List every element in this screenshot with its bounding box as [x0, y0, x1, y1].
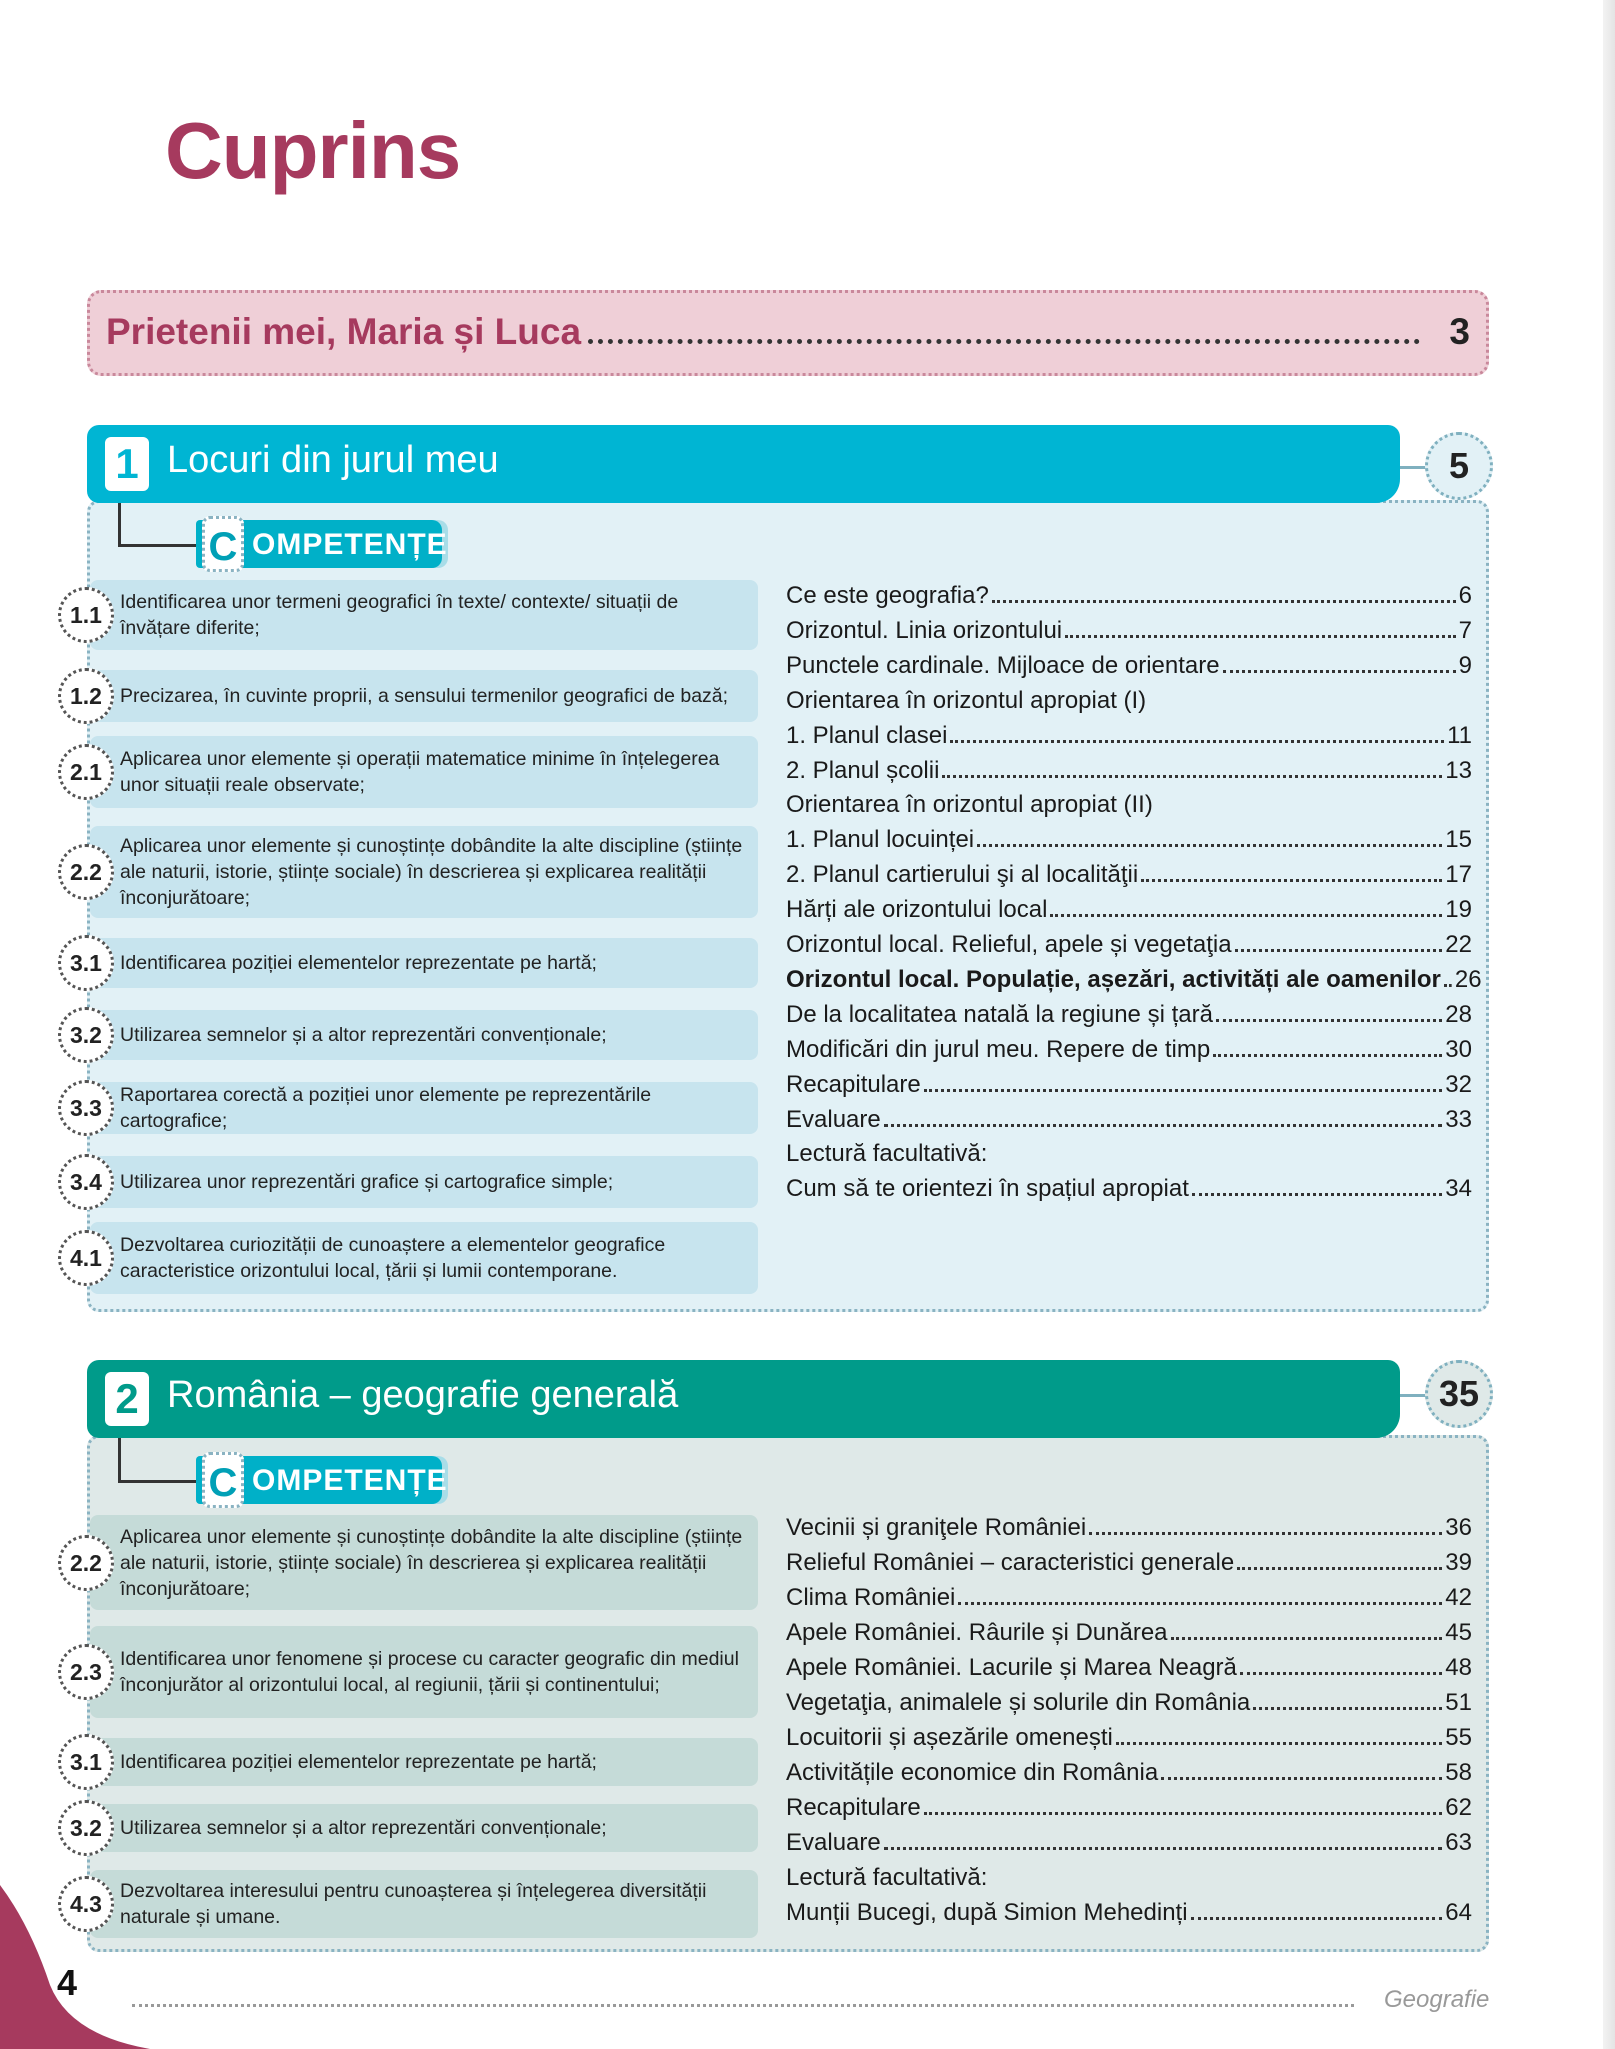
dot-leader	[958, 1602, 1442, 1605]
toc-entry[interactable]	[786, 890, 1472, 924]
dot-leader	[884, 1847, 1443, 1850]
toc-entry-page: 32	[1445, 1070, 1472, 1098]
toc-entry-title: Ce este geografia?	[786, 582, 989, 609]
toc-entry-page: 39	[1445, 1549, 1472, 1576]
dot-leader	[977, 844, 1442, 847]
competence-code-badge: 3.1	[58, 935, 114, 991]
toc-entry-title: 1. Planul locuinței	[786, 826, 975, 854]
toc-entry[interactable]	[786, 1578, 1472, 1612]
corner-decoration	[0, 1885, 160, 2049]
competence-code-badge: 1.1	[58, 587, 114, 643]
competence-text: Utilizarea semnelor și a altor reprezentări convenționale;	[120, 1817, 607, 1839]
dot-leader	[924, 1089, 1443, 1092]
competence-row	[90, 670, 758, 722]
toc-entry-title: Lectură facultativă:	[786, 1140, 988, 1168]
competence-row	[90, 938, 758, 988]
dot-leader	[992, 600, 1456, 603]
toc-entry-page: 55	[1445, 1724, 1472, 1751]
toc-entry-title: Hărți ale orizontului local	[786, 896, 1048, 924]
competence-code-badge: 3.2	[58, 1007, 114, 1063]
competence-code-badge: 2.3	[58, 1644, 114, 1700]
toc-entry-title: Vecinii și graniţele României	[786, 1514, 1087, 1541]
dot-leader	[1171, 1637, 1443, 1640]
competence-text: Dezvoltarea interesului pentru cunoașterea și înțelegerea diversității naturale și umane.	[120, 1880, 707, 1928]
dot-leader	[950, 740, 1444, 743]
competences-bracket	[118, 1438, 201, 1483]
toc-entry-title: Cum să te orientezi în spațiul apropiat	[786, 1175, 1189, 1203]
toc-entry-page: 17	[1445, 861, 1472, 889]
dot-leader	[1192, 1193, 1442, 1196]
toc-entry-title: Apele României. Râurile și Dunărea	[786, 1619, 1168, 1646]
dot-leader	[1065, 635, 1456, 638]
toc-entry[interactable]	[786, 1753, 1472, 1787]
toc-entry-page: 28	[1445, 1000, 1472, 1028]
dot-leader	[1235, 949, 1443, 952]
toc-entry-title: Lectură facultativă:	[786, 1864, 988, 1891]
toc-entry-title: Modificări din jurul meu. Repere de timp	[786, 1035, 1211, 1063]
toc-entry[interactable]	[786, 1543, 1472, 1577]
footer-divider	[132, 2004, 1354, 2007]
dot-leader	[1216, 1019, 1442, 1022]
competences-initial: C	[202, 516, 244, 572]
competence-code-badge: 2.2	[58, 1535, 114, 1591]
competence-code-badge: 2.1	[58, 744, 114, 800]
toc-entry-title: Relieful României – caracteristici generale	[786, 1549, 1235, 1576]
toc-entry-title: Vegetaţia, animalele și solurile din România	[786, 1689, 1251, 1716]
competence-code-badge: 2.2	[58, 844, 114, 900]
toc-entry-title: Orizontul. Linia orizontului	[786, 616, 1063, 644]
dot-leader	[1213, 1054, 1442, 1057]
toc-entry[interactable]	[786, 1065, 1472, 1099]
competence-row	[90, 1010, 758, 1060]
subject-label: Geografie	[1384, 1986, 1490, 2013]
toc-entry[interactable]	[786, 751, 1472, 785]
competence-code-badge: 3.3	[58, 1080, 114, 1136]
unit-banner[interactable]	[87, 1360, 1400, 1438]
unit-banner[interactable]	[87, 425, 1400, 503]
toc-entry[interactable]	[786, 1169, 1472, 1203]
competence-text: Identificarea unor fenomene și procese cu caracter geografic din mediul înconjurător al orizontului local, al regiunii, țării și continentului;	[120, 1648, 739, 1696]
dot-leader	[1223, 670, 1456, 673]
competence-row	[90, 1804, 758, 1852]
competence-text: Raportarea corectă a poziției unor elemente pe reprezentările cartografice;	[120, 1084, 652, 1132]
toc-entry-page: 9	[1458, 651, 1472, 679]
toc-entry[interactable]	[786, 960, 1482, 994]
unit-title: Locuri din jurul meu	[167, 439, 499, 481]
toc-entry-title: Orientarea în orizontul apropiat (II)	[786, 791, 1153, 819]
toc-heading	[786, 1134, 1472, 1168]
competence-text: Identificarea unor termeni geografici în texte/ contexte/ situații de învățare diferite;	[120, 591, 679, 639]
competence-row	[90, 580, 758, 650]
toc-entry[interactable]	[786, 1718, 1472, 1752]
intro-entry[interactable]	[87, 290, 1489, 376]
dot-leader	[1050, 914, 1442, 917]
toc-entry[interactable]	[786, 611, 1472, 645]
toc-entry[interactable]	[786, 1893, 1472, 1927]
dot-leader	[1253, 1707, 1442, 1710]
toc-entry-page: 19	[1445, 896, 1472, 924]
toc-entry[interactable]	[786, 1508, 1472, 1542]
page-edge	[1603, 0, 1615, 2049]
competence-row	[90, 1515, 758, 1610]
toc-entry-page: 11	[1447, 721, 1472, 749]
toc-entry-title: Activitățile economice din România	[786, 1759, 1159, 1786]
dot-leader	[942, 775, 1442, 778]
competence-row	[90, 1082, 758, 1134]
toc-entry[interactable]	[786, 1100, 1472, 1134]
toc-entry-page: 51	[1445, 1689, 1472, 1716]
competence-text: Precizarea, în cuvinte proprii, a sensului termenilor geografici de bază;	[120, 685, 729, 707]
toc-entry[interactable]	[786, 820, 1472, 854]
toc-entry-page: 42	[1445, 1584, 1472, 1611]
toc-entry-page: 63	[1445, 1829, 1472, 1856]
toc-entry-title: Orientarea în orizontul apropiat (I)	[786, 686, 1147, 714]
toc-entry-title: Recapitulare	[786, 1070, 921, 1098]
dot-leader	[884, 1124, 1443, 1127]
competence-row	[90, 1870, 758, 1938]
competence-text: Utilizarea semnelor și a altor reprezentări convenționale;	[120, 1024, 607, 1046]
competences-label: OMPETENȚE	[252, 1464, 448, 1497]
toc-entry-title: 1. Planul clasei	[786, 721, 948, 749]
toc-entry-page: 45	[1445, 1619, 1472, 1646]
competence-text: Identificarea poziției elementelor reprezentate pe hartă;	[120, 952, 597, 974]
toc-entry-title: 2. Planul școlii	[786, 756, 940, 784]
toc-entry-page: 30	[1445, 1035, 1472, 1063]
toc-entry-page: 64	[1445, 1899, 1472, 1926]
dot-leader	[1240, 1672, 1442, 1675]
competences-bracket	[118, 503, 201, 547]
intro-entry-title: Prietenii mei, Maria și Luca	[106, 311, 582, 352]
toc-entry-title: De la localitatea natală la regiune și țară	[786, 1000, 1213, 1028]
toc-entry-page: 33	[1445, 1105, 1472, 1133]
dot-leader	[1191, 1917, 1443, 1920]
toc-entry[interactable]	[786, 576, 1472, 610]
competence-code-badge: 3.2	[58, 1800, 114, 1856]
competence-code-badge: 1.2	[58, 668, 114, 724]
toc-heading	[786, 1858, 1472, 1892]
dot-leader	[924, 1812, 1443, 1815]
toc-entry-page: 7	[1458, 616, 1472, 644]
competence-text: Identificarea poziției elementelor reprezentate pe hartă;	[120, 1751, 597, 1773]
toc-entry-page: 22	[1445, 931, 1472, 958]
toc-entry-title: Recapitulare	[786, 1794, 921, 1821]
competence-row	[90, 1222, 758, 1294]
toc-entry[interactable]	[786, 925, 1472, 959]
toc-heading	[786, 785, 1472, 819]
competence-row	[90, 1738, 758, 1786]
toc-entry-title: Munții Bucegi, după Simion Mehedinți	[786, 1899, 1188, 1926]
toc-entry-page: 34	[1445, 1175, 1472, 1203]
competence-text: Aplicarea unor elemente și cunoștințe dobândite la alte discipline (științe ale naturii, istorie, științe sociale) în descrierea și explicarea realității înconjurătoare;	[120, 1525, 743, 1600]
competence-row	[90, 1626, 758, 1718]
dot-leader	[1089, 1532, 1442, 1535]
unit-page-number[interactable]: 35	[1425, 1360, 1493, 1428]
dot-leader	[1161, 1777, 1442, 1780]
competence-text: Dezvoltarea curiozității de cunoaștere a elementelor geografice caracteristice orizontului local, țării și lumii contemporane.	[120, 1234, 666, 1282]
toc-entry-page: 48	[1445, 1654, 1472, 1681]
competences-label: OMPETENȚE	[252, 528, 448, 561]
competence-row	[90, 1156, 758, 1208]
toc-entry-page: 62	[1445, 1794, 1472, 1821]
dot-leader	[1141, 879, 1442, 882]
dot-leader	[1116, 1742, 1442, 1745]
intro-entry-page: 3	[1449, 311, 1470, 352]
competence-text: Aplicarea unor elemente și operații matematice minime în înțelegerea unor situații reale observate;	[120, 748, 720, 796]
unit-number: 2	[105, 1372, 149, 1426]
dot-leader	[1237, 1567, 1442, 1570]
toc-entry-page: 15	[1445, 826, 1472, 854]
dot-leader	[588, 339, 1420, 344]
toc-entry-title: Evaluare	[786, 1829, 881, 1856]
toc-heading	[786, 681, 1472, 715]
competence-text: Aplicarea unor elemente și cunoștințe dobândite la alte discipline (științe ale naturii, istorie, științe sociale) în descrierea și explicarea realității înconjurătoare;	[120, 835, 743, 909]
toc-entry-page: 13	[1445, 756, 1472, 784]
toc-entry[interactable]	[786, 855, 1472, 889]
toc-entry[interactable]	[786, 1788, 1472, 1822]
toc-entry[interactable]	[786, 1823, 1472, 1857]
competence-code-badge: 4.1	[58, 1230, 114, 1286]
toc-entry[interactable]	[786, 1683, 1472, 1717]
toc-entry-page: 36	[1445, 1514, 1472, 1541]
page-title: Cuprins	[165, 106, 461, 195]
competences-heading	[196, 1456, 448, 1505]
competences-heading	[196, 520, 448, 569]
competence-code-badge: 3.4	[58, 1154, 114, 1210]
competence-text: Utilizarea unor reprezentări grafice și cartografice simple;	[120, 1171, 614, 1193]
toc-entry-title: Clima României	[786, 1584, 956, 1611]
competence-code-badge: 3.1	[58, 1734, 114, 1790]
competence-code-badge: 4.3	[58, 1876, 114, 1932]
toc-entry[interactable]	[786, 1613, 1472, 1647]
competence-row	[90, 826, 758, 918]
toc-entry-page: 26	[1454, 965, 1482, 993]
toc-entry-page: 6	[1458, 582, 1472, 609]
toc-entry-page: 58	[1445, 1759, 1472, 1786]
toc-entry[interactable]	[786, 1030, 1472, 1064]
toc-entry-title: Apele României. Lacurile și Marea Neagră	[786, 1654, 1237, 1681]
toc-entry-title: Orizontul local. Relieful, apele și vegetaţia	[786, 931, 1232, 958]
page-number: 4	[57, 1962, 78, 2003]
toc-entry[interactable]	[786, 716, 1472, 750]
toc-entry-title: Orizontul local. Populație, așezări, activități ale oamenilor	[786, 965, 1441, 993]
unit-number: 1	[105, 437, 149, 491]
unit-page-number[interactable]: 5	[1425, 432, 1493, 500]
toc-entry[interactable]	[786, 646, 1472, 680]
dot-leader	[1444, 984, 1452, 987]
toc-entry-title: Locuitorii și așezările omenești	[786, 1724, 1113, 1751]
unit-title: România – geografie generală	[167, 1374, 679, 1416]
toc-entry-title: 2. Planul cartierului şi al localităţii	[786, 861, 1139, 889]
toc-entry[interactable]	[786, 995, 1472, 1029]
toc-entry-title: Punctele cardinale. Mijloace de orientare	[786, 651, 1220, 679]
competence-row	[90, 736, 758, 808]
competences-initial: C	[202, 1452, 244, 1508]
toc-entry-title: Evaluare	[786, 1105, 881, 1133]
toc-entry[interactable]	[786, 1648, 1472, 1682]
